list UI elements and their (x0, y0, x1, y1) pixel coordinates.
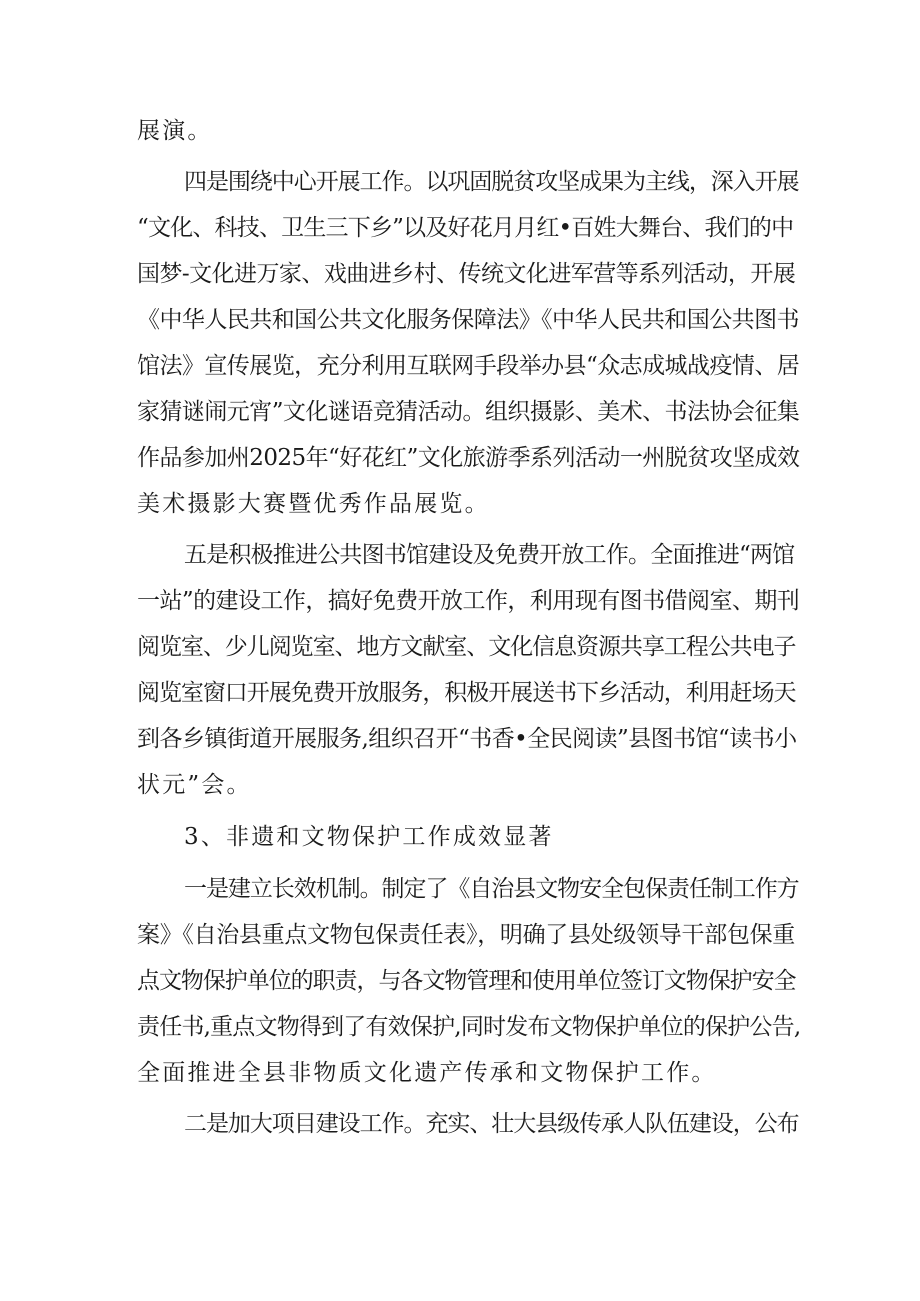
text-line: 国梦-文化进万家、戏曲进乡村、传统文化进军营等系列活动，开展 (137, 261, 796, 287)
text-line: 《中华人民共和国公共文化服务保障法》《中华人民共和国公共图书 (137, 307, 800, 333)
text-line: 作品参加州2025年“好花红”文化旅游季系列活动一州脱贫攻坚成效 (137, 445, 800, 471)
text-line: 状元”会。 (137, 772, 252, 798)
text-line: 展演。 (137, 118, 213, 144)
text-line: 一是建立长效机制。制定了《自治县文物安全包保责任制工作方 (184, 876, 799, 902)
text-line: 馆法》宣传展览，充分利用互联网手段举办县“众志成城战疫情、居 (137, 353, 800, 379)
text-line: 五是积极推进公共图书馆建设及免费开放工作。全面推进“两馆 (184, 542, 795, 568)
text-line: 阅览室、少儿阅览室、地方文献室、文化信息资源共享工程公共电子 (137, 634, 796, 660)
text-line: “文化、科技、卫生三下乡”以及好花月月红•百姓大舞台、我们的中 (137, 215, 794, 241)
text-line: 全面推进全县非物质文化遗产传承和文物保护工作。 (137, 1060, 717, 1086)
text-line: 案》《自治县重点文物包保责任表》，明确了县处级领导干部包保重 (137, 922, 796, 948)
text-line: 四是围绕中心开展工作。以巩固脱贫攻坚成果为主线，深入开展 (184, 169, 799, 195)
text-line: 一站”的建设工作，搞好免费开放工作，利用现有图书借阅室、期刊 (137, 588, 800, 614)
text-line: 责任书,重点文物得到了有效保护,同时发布文物保护单位的保护公告, (137, 1014, 801, 1040)
text-line: 二是加大项目建设工作。充实、壮大县级传承人队伍建设，公布 (184, 1111, 799, 1137)
text-line: 到各乡镇街道开展服务,组织召开“书香•全民阅读”县图书馆“读书小 (137, 726, 797, 752)
section-heading: 3、非遗和文物保护工作成效显著 (184, 824, 554, 850)
text-line: 点文物保护单位的职责，与各文物管理和使用单位签订文物保护安全 (137, 968, 796, 994)
text-line: 美术摄影大赛暨优秀作品展览。 (137, 491, 490, 517)
text-line: 家猜谜闹元宵”文化谜语竞猜活动。组织摄影、美术、书法协会征集 (137, 399, 800, 425)
text-line: 阅览室窗口开展免费开放服务，积极开展送书下乡活动，利用赶场天 (137, 680, 796, 706)
